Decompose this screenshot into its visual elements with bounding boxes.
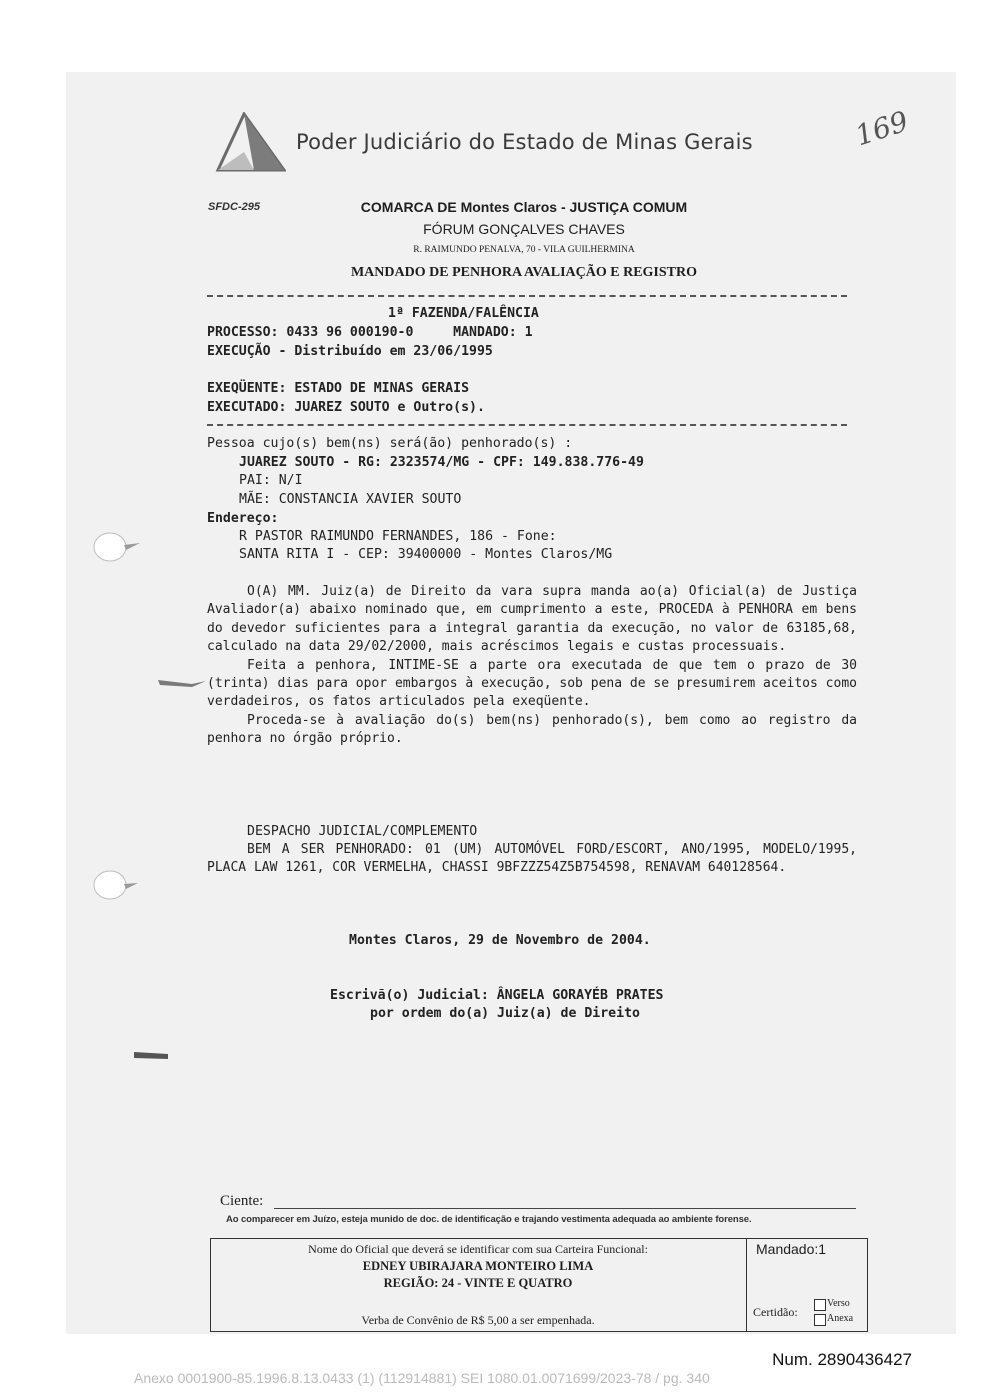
- forum-heading: FÓRUM GONÇALVES CHAVES: [423, 221, 625, 237]
- despacho-title: DESPACHO JUDICIAL/COMPLEMENTO: [247, 824, 478, 839]
- comarca-heading: COMARCA DE Montes Claros - JUSTIÇA COMUM: [360, 199, 688, 215]
- order-paragraph-3: Proceda-se à avaliação do(s) bem(ns) penhorado(s), bem como ao registro da penhora no órgão próprio.: [207, 712, 857, 747]
- despacho-text-block: [207, 841, 857, 878]
- box-divider: [746, 1238, 747, 1331]
- anexa-checkbox[interactable]: [814, 1314, 826, 1326]
- regiao-line: REGIÃO: 24 - VINTE E QUATRO: [383, 1276, 573, 1290]
- verba-line: Verba de Convênio de R$ 5,00 a ser empenhada.: [361, 1313, 595, 1327]
- execucao-line: EXECUÇÃO - Distribuído em 23/06/1995: [207, 344, 493, 359]
- institution-title: Poder Judiciário do Estado de Minas Gerais: [296, 130, 753, 154]
- court-notice: Ao comparecer em Juízo, esteja munido de doc. de identificação e trajando vestimenta adequada ao ambiente forense.: [226, 1214, 752, 1225]
- anexa-label: Anexa: [827, 1313, 854, 1324]
- judiciary-triangle-logo: [214, 112, 286, 174]
- ciente-signature-line: [274, 1208, 856, 1209]
- handwritten-page-number: 169: [851, 104, 913, 153]
- dashed-divider: [207, 424, 847, 426]
- order-paragraph-1: O(A) MM. Juiz(a) de Direito da vara supra manda ao(a) Oficial(a) de Justiça Avaliador(a) abaixo nominado que, em cumprimento a este, PROCEDA à PENHORA em bens do devedor suficientes para a integral garantia da execução, no valor de 63185,68, calculado na data 29/02/2000, mais acréscimos legais e custas processuais.: [207, 584, 857, 655]
- certidao-label: Certidão:: [753, 1305, 798, 1319]
- forum-address: R. RAIMUNDO PENALVA, 70 - VILA GUILHERMINA: [413, 245, 635, 255]
- exequente-line: EXEQÜENTE: ESTADO DE MINAS GERAIS: [207, 381, 470, 396]
- order-body: [207, 583, 857, 749]
- form-code: SFDC-295: [208, 201, 260, 213]
- escriva-line: Escrivã(o) Judicial: ÂNGELA GORAYÉB PRATES: [330, 988, 664, 1003]
- endereco-label: Endereço:: [207, 511, 279, 526]
- punch-hole-icon: [132, 1048, 172, 1064]
- verso-checkbox[interactable]: [814, 1299, 826, 1311]
- punch-hole-icon: [88, 528, 148, 568]
- endereco-line-1: R PASTOR RAIMUNDO FERNANDES, 186 - Fone:: [239, 529, 557, 544]
- document-title: MANDADO DE PENHORA AVALIAÇÃO E REGISTRO: [350, 265, 698, 280]
- oficial-name: EDNEY UBIRAJARA MONTEIRO LIMA: [362, 1259, 594, 1273]
- verso-label: Verso: [827, 1298, 850, 1309]
- order-paragraph-2: Feita a penhora, INTIME-SE a parte ora executada de que tem o prazo de 30 (trinta) dias para opor embargos à execução, sob pena de se presumirem aceitos como verdadeiros, os fatos articulados pela exeqüente.: [207, 657, 857, 710]
- pai-line: PAI: N/I: [239, 473, 303, 488]
- document-number: Num. 2890436427: [772, 1350, 912, 1369]
- por-ordem-line: por ordem do(a) Juiz(a) de Direito: [370, 1006, 640, 1021]
- punch-hole-icon: [158, 672, 208, 692]
- ciente-label: Ciente:: [220, 1193, 264, 1209]
- oficial-label: Nome do Oficial que deverá se identificar com sua Carteira Funcional:: [308, 1242, 648, 1256]
- vara-line: 1ª FAZENDA/FALÊNCIA: [388, 306, 539, 321]
- executado-line: EXECUTADO: JUAREZ SOUTO e Outro(s).: [207, 400, 485, 415]
- date-line: Montes Claros, 29 de Novembro de 2004.: [349, 933, 651, 948]
- processo-line: PROCESSO: 0433 96 000190-0 MANDADO: 1: [207, 325, 533, 340]
- dashed-divider: [207, 295, 847, 297]
- endereco-line-2: SANTA RITA I - CEP: 39400000 - Montes Claros/MG: [239, 547, 613, 562]
- person-intro: Pessoa cujo(s) bem(ns) será(ão) penhorado(s) :: [207, 436, 573, 451]
- page-footer: Anexo 0001900-85.1996.8.13.0433 (1) (112914881) SEI 1080.01.0071699/2023-78 / pg. 340: [134, 1370, 710, 1386]
- despacho-text: BEM A SER PENHORADO: 01 (UM) AUTOMÓVEL FORD/ESCORT, ANO/1995, MODELO/1995, PLACA LAW 1261, COR VERMELHA, CHASSI 9BFZZZ54Z5B754598, RENAVAM 640128564.: [207, 842, 857, 876]
- mae-line: MÃE: CONSTANCIA XAVIER SOUTO: [239, 492, 462, 507]
- mandado-number: Mandado:1: [756, 1241, 827, 1257]
- person-name-line: JUAREZ SOUTO - RG: 2323574/MG - CPF: 149.838.776-49: [239, 455, 644, 470]
- punch-hole-icon: [88, 866, 148, 906]
